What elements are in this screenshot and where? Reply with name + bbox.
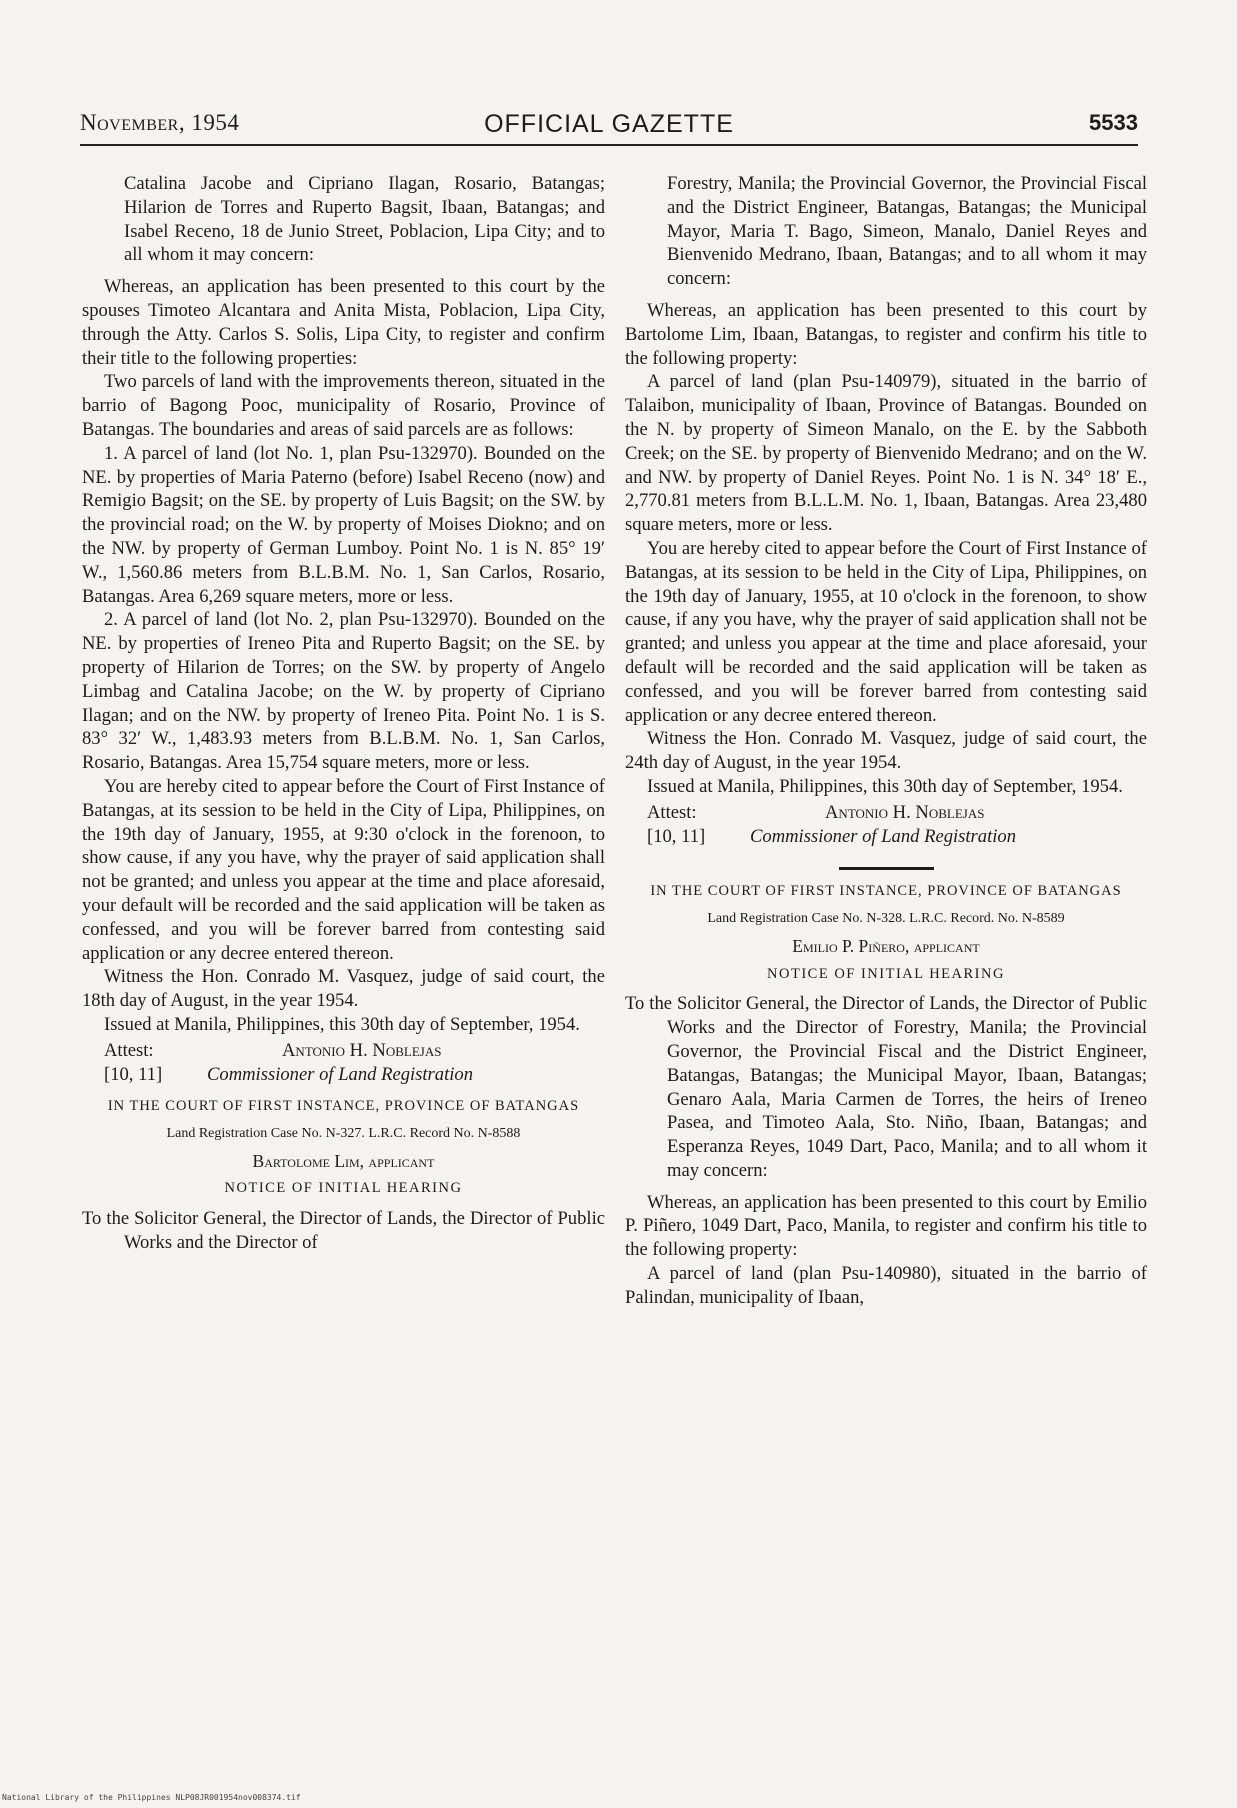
issued-paragraph: Issued at Manila, Philippines, this 30th day of September, 1954.: [647, 775, 1123, 797]
witness-paragraph: Witness the Hon. Conrado M. Vasquez, judge of said court, the 24th day of August, in the year 1954.: [625, 728, 1147, 774]
citation-paragraph: You are hereby cited to appear before the Court of First Instance of Batangas, at its session to be held in the City of Lipa, Philippines, on the 19th day of January, 1955, at 10 o'clock in the forenoon, to show cause, if any you have, why the prayer of said application shall not be granted; and unless you appear at the time and place aforesaid, your default will be recorded and the said application will be taken as confessed, and you will be forever barred from contesting said application or any decree entered thereon.: [625, 537, 1147, 726]
application-paragraph-2: Whereas, an application has been presented to this court by Emilio P. Piñero, 1049 Dart, Paco, Manila, to register and confirm his title to the following property:: [625, 1191, 1147, 1261]
attest-block: [82, 1039, 605, 1087]
notice-heading: NOTICE OF INITIAL HEARING: [767, 965, 1005, 982]
application-paragraph: Whereas, an application has been presented to this court by Bartolome Lim, Ibaan, Batangas, to register and confirm his title to the following property:: [625, 299, 1147, 369]
parcel-1-description: 1. A parcel of land (lot No. 1, plan Psu-132970). Bounded on the NE. by properties of Maria Paterno (before) Isabel Receno (now) and Remigio Bagsit; on the SE. by property of Luis Bagsit; on the SW. by the provincial road; on the W. by property of Moises Diokno; and on the NW. by property of German Lumboy. Point No. 1 is N. 85° 19′ W., 1,560.86 meters from B.L.B.M. No. 1, San Carlos, Rosario, Batangas. Area 6,269 square meters, more or less.: [82, 442, 605, 607]
issue-date: November, 1954: [80, 110, 240, 135]
section-separator: [839, 867, 934, 870]
addressees-continued: Catalina Jacobe and Cipriano Ilagan, Rosario, Batangas; Hilarion de Torres and Ruperto Bagsit, Ibaan, Batangas; and Isabel Receno, 18 de Junio Street, Poblacion, Lipa City; and to all whom it may concern:: [124, 173, 605, 266]
signer-name: Antonio H. Noblejas: [825, 801, 985, 823]
court-heading: IN THE COURT OF FIRST INSTANCE, PROVINCE OF BATANGAS: [650, 882, 1122, 899]
attest-label: Attest:: [647, 801, 697, 823]
witness-paragraph: Witness the Hon. Conrado M. Vasquez, judge of said court, the 18th day of August, in the year 1954.: [82, 966, 605, 1012]
addressees: To the Solicitor General, the Director of Lands, the Director of Public Works and the Director of: [82, 1208, 605, 1254]
publication-title: OFFICIAL GAZETTE: [484, 110, 734, 138]
citation-paragraph: You are hereby cited to appear before the Court of First Instance of Batangas, at its session to be held in the City of Lipa, Philippines, on the 19th day of January, 1955, at 9:30 o'clock in the forenoon, to show cause, if any you have, why the prayer of said application shall not be granted; and unless you appear at the time and place aforesaid, your default will be recorded and the said application will be taken as confessed, and you will be forever barred from contesting said application or any decree entered thereon.: [82, 775, 605, 964]
applicant-name: Emilio P. Piñero, applicant: [792, 935, 980, 956]
scan-footer: National Library of the Philippines NLP08JR001954nov008374.tif: [2, 1793, 301, 1802]
signer-title: Commissioner of Land Registration: [750, 825, 1017, 847]
application-paragraph: Whereas, an application has been presented to this court by the spouses Timoteo Alcantara and Anita Mista, Poblacion, Lipa City, through the Atty. Carlos S. Solis, Lipa City, to register and confirm their title to the following properties:: [82, 276, 605, 369]
issue-reference: [10, 11]: [104, 1063, 163, 1085]
parcel-description-2: A parcel of land (plan Psu-140980), situated in the barrio of Palindan, municipality of Ibaan,: [625, 1263, 1147, 1308]
attest-block: [625, 801, 1147, 849]
page-header: [80, 110, 1138, 144]
page-number: 5533: [1089, 110, 1138, 135]
case-number: Land Registration Case No. N-327. L.R.C. Record No. N-8588: [166, 1125, 521, 1141]
court-heading: IN THE COURT OF FIRST INSTANCE, PROVINCE OF BATANGAS: [107, 1097, 580, 1114]
applicant-name: Bartolome Lim, applicant: [252, 1150, 435, 1171]
addressees: To the Solicitor General, the Director of Lands, the Director of Public Works and the Director of Forestry, Manila; the Provincial Governor, the Provincial Fiscal and the District Engineer, Batangas, Batangas; the Municipal Mayor, Ibaan, Batangas; Genaro Aala, Maria Carmen de Torres, the heirs of Ireneo Pasea, and Timoteo Aala, Sto. Niño, Ibaan, Batangas; and Esperanza Reyes, 1049 Dart, Paco, Manila; and to all whom it may concern:: [625, 993, 1147, 1181]
case-number: Land Registration Case No. N-328. L.R.C. Record. No. N-8589: [707, 910, 1065, 926]
header-rule: [80, 144, 1138, 146]
property-description: Two parcels of land with the improvements thereon, situated in the barrio of Bagong Pooc, municipality of Rosario, Province of Batangas. The boundaries and areas of said parcels are as follows:: [82, 371, 605, 440]
notice-heading: NOTICE OF INITIAL HEARING: [224, 1180, 463, 1197]
signer-name: Antonio H. Noblejas: [282, 1039, 442, 1061]
attest-label: Attest:: [104, 1039, 154, 1061]
issue-reference: [10, 11]: [647, 825, 706, 847]
addressees-continued: Forestry, Manila; the Provincial Governor, the Provincial Fiscal and the District Engineer, Batangas, Batangas; the Municipal Mayor, Maria T. Bago, Simeon, Manalo, Daniel Reyes and Bienvenido Medrano, Ibaan, Batangas; and to all whom it may concern:: [667, 173, 1147, 290]
signer-title: Commissioner of Land Registration: [207, 1063, 474, 1085]
parcel-2-description: 2. A parcel of land (lot No. 2, plan Psu-132970). Bounded on the NE. by properties of Ireneo Pita and Ruperto Bagsit; on the SE. by property of Hilarion de Torres; on the SW. by property of Angelo Limbag and Catalina Jacobe; on the W. by property of Cipriano Ilagan; and on the NW. by property of Ireneo Pita. Point No. 1 is S. 83° 32′ W., 1,483.93 meters from B.L.B.M. No. 1, San Carlos, Rosario, Batangas. Area 15,754 square meters, more or less.: [82, 609, 605, 774]
right-column: [625, 172, 1147, 1652]
left-column: [82, 172, 605, 1652]
issued-paragraph: Issued at Manila, Philippines, this 30th day of September, 1954.: [104, 1013, 580, 1035]
parcel-description: A parcel of land (plan Psu-140979), situated in the barrio of Talaibon, municipality of Ibaan, Province of Batangas. Bounded on the N. by property of Simeon Manalo, on the E. by the Sabboth Creek; on the SE. by property of Bienvenido Medrano; and on the W. and NW. by property of Daniel Reyes. Point No. 1 is N. 34° 18′ E., 2,770.81 meters from B.L.L.M. No. 1, Ibaan, Batangas. Area 23,480 square meters, more or less.: [625, 371, 1147, 536]
